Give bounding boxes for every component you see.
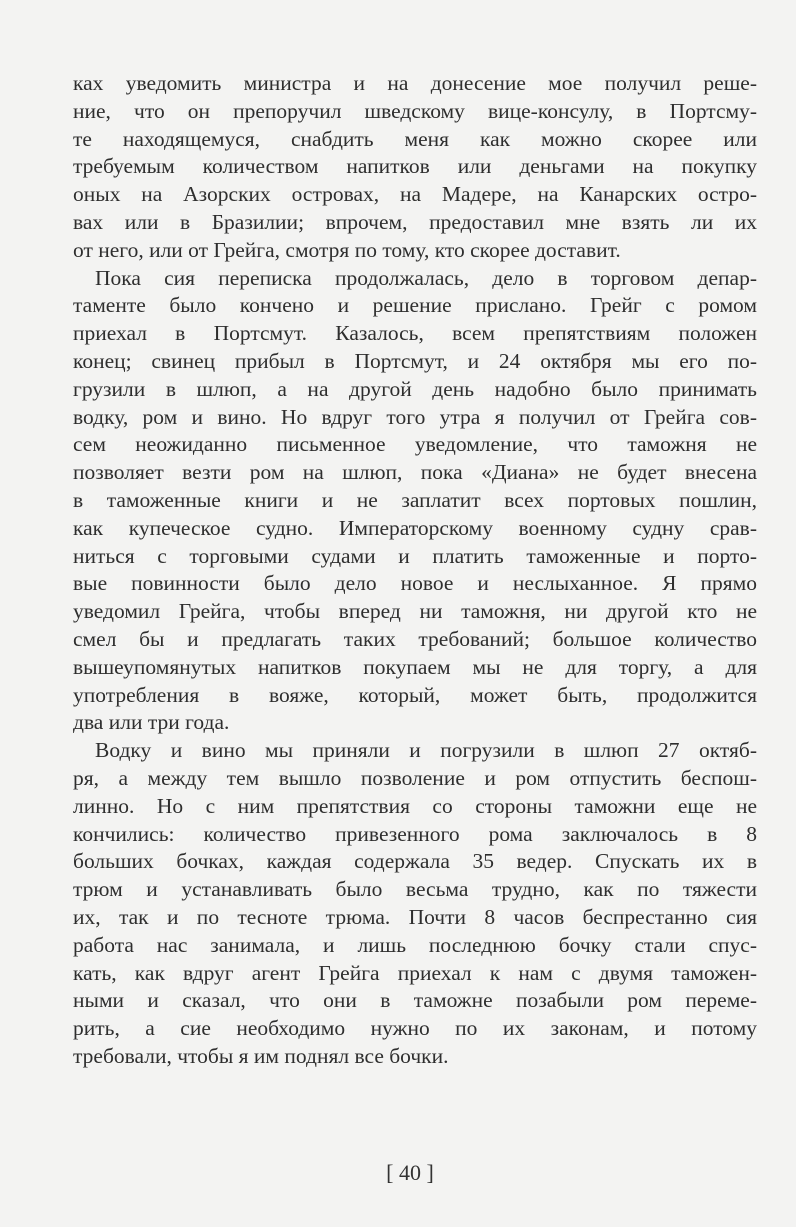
paragraph [73, 737, 757, 1071]
page-body-text [73, 70, 757, 1071]
text-line: ние, что он препоручил шведскому вице-консулу, в Портсму- [73, 98, 757, 123]
text-line: конец; свинец прибыл в Портсмут, и 24 октября мы его по- [73, 348, 757, 373]
text-line: оных на Азорских островах, на Мадере, на Канарских остро- [73, 182, 757, 207]
text-line: вах или в Бразилии; впрочем, предоставил мне взять ли их [73, 209, 757, 234]
text-line: водку, ром и вино. Но вдруг того утра я получил от Грейга сов- [73, 404, 757, 429]
paragraph [73, 265, 757, 738]
text-line: как купеческое судно. Императорскому военному судну срав- [73, 515, 757, 540]
text-line: кончились: количество привезенного рома заключалось в 8 [73, 821, 757, 846]
text-line: требовали, чтобы я им поднял все бочки. [73, 1043, 449, 1068]
text-line: ках уведомить министра и на донесение мое получил реше- [73, 71, 757, 95]
text-line: Пока сия переписка продолжалась, дело в торговом депар- [95, 265, 757, 290]
text-line: те находящемуся, снабдить меня как можно скорее или [73, 126, 757, 151]
text-line: ниться с торговыми судами и платить таможенные и порто- [73, 543, 757, 568]
text-line: трюм и устанавливать было весьма трудно, как по тяжести [73, 877, 757, 902]
text-line: рить, а сие необходимо нужно по их законам, и потому [73, 1016, 757, 1041]
text-line: ными и сказал, что они в таможне позабыли ром переме- [73, 988, 757, 1013]
text-line: от него, или от Грейга, смотря по тому, кто скорее доставит. [73, 237, 621, 262]
text-line: два или три года. [73, 710, 230, 735]
text-line: приехал в Портсмут. Казалось, всем препятствиям положен [73, 321, 757, 346]
page-number: [ 40 ] [386, 1160, 434, 1185]
text-line: таменте было кончено и решение прислано. Грейг с ромом [73, 293, 757, 318]
text-line: работа нас занимала, и лишь последнюю бочку стали спус- [73, 932, 757, 957]
text-line: ря, а между тем вышло позволение и ром отпустить беспош- [73, 765, 757, 790]
text-line: их, так и по тесноте трюма. Почти 8 часов беспрестанно сия [73, 904, 757, 929]
text-line: кать, как вдруг агент Грейга приехал к нам с двумя таможен- [73, 960, 757, 985]
text-line: требуемым количеством напитков или деньгами на покупку [73, 154, 757, 179]
text-line: больших бочках, каждая содержала 35 ведер. Спускать их в [73, 849, 757, 874]
text-line: вышеупомянутых напитков покупаем мы не для торгу, а для [73, 654, 757, 679]
text-line: употребления в вояже, который, может быть, продолжится [73, 682, 757, 707]
text-line: позволяет везти ром на шлюп, пока «Диана» не будет внесена [73, 460, 757, 485]
text-line: сем неожиданно письменное уведомление, что таможня не [73, 432, 757, 457]
text-line: линно. Но с ним препятствия со стороны таможни еще не [73, 793, 757, 818]
text-line: смел бы и предлагать таких требований; большое количество [73, 626, 757, 651]
text-line: Водку и вино мы приняли и погрузили в шлюп 27 октяб- [95, 738, 757, 763]
paragraph [73, 70, 757, 265]
text-line: вые повинности было дело новое и неслыханное. Я прямо [73, 571, 757, 596]
text-line: грузили в шлюп, а на другой день надобно было принимать [73, 376, 757, 401]
text-line: уведомил Грейга, чтобы вперед ни таможня, ни другой кто не [73, 599, 757, 624]
text-line: в таможенные книги и не заплатит всех портовых пошлин, [73, 487, 757, 512]
